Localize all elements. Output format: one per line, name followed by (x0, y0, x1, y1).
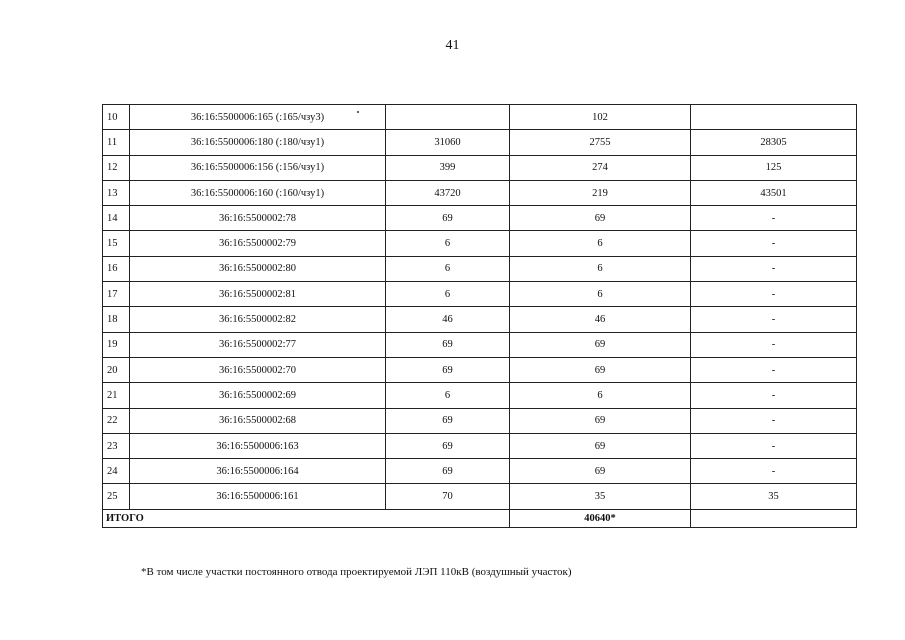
area-total-cell: 6 (386, 231, 510, 256)
table-row (103, 155, 857, 180)
area-allotted-cell: 69 (510, 408, 691, 433)
table-row (103, 130, 857, 155)
area-total-cell: 31060 (386, 130, 510, 155)
table-row (103, 105, 857, 130)
area-remaining-cell: - (691, 282, 857, 307)
row-number-cell: 15 (103, 231, 130, 256)
area-remaining-cell: 28305 (691, 130, 857, 155)
area-allotted-cell: 69 (510, 459, 691, 484)
area-allotted-cell: 69 (510, 206, 691, 231)
table-row (103, 433, 857, 458)
area-remaining-cell: - (691, 307, 857, 332)
row-number-cell: 24 (103, 459, 130, 484)
total-row (103, 509, 857, 527)
cadastral-number-cell: 36:16:5500002:78 (130, 206, 386, 231)
table-row (103, 484, 857, 509)
area-remaining-cell: 43501 (691, 180, 857, 205)
total-value: 40640* (510, 509, 691, 527)
table-row (103, 383, 857, 408)
cadastral-number-cell: 36:16:5500002:81 (130, 282, 386, 307)
area-total-cell: 6 (386, 383, 510, 408)
cadastral-number-cell: 36:16:5500006:156 (:156/чзу1) (130, 155, 386, 180)
area-remaining-cell: - (691, 433, 857, 458)
area-allotted-cell: 69 (510, 433, 691, 458)
cadastral-number-cell: 36:16:5500002:69 (130, 383, 386, 408)
area-allotted-cell: 69 (510, 357, 691, 382)
area-allotted-cell: 274 (510, 155, 691, 180)
cadastral-number-cell: 36:16:5500006:161 (130, 484, 386, 509)
area-remaining-cell: - (691, 206, 857, 231)
cadastral-number-cell: 36:16:5500006:165 (:165/чзу3) (130, 105, 386, 130)
cadastral-number-cell: 36:16:5500002:77 (130, 332, 386, 357)
table-row (103, 256, 857, 281)
row-number-cell: 13 (103, 180, 130, 205)
row-number-cell: 16 (103, 256, 130, 281)
land-plots-table (102, 104, 857, 528)
area-remaining-cell: 125 (691, 155, 857, 180)
area-remaining-cell: - (691, 256, 857, 281)
area-allotted-cell: 35 (510, 484, 691, 509)
table-body (103, 105, 857, 510)
table-row (103, 357, 857, 382)
table-row (103, 282, 857, 307)
row-number-cell: 19 (103, 332, 130, 357)
cadastral-number-cell: 36:16:5500002:68 (130, 408, 386, 433)
area-total-cell: 69 (386, 408, 510, 433)
area-allotted-cell: 2755 (510, 130, 691, 155)
row-number-cell: 17 (103, 282, 130, 307)
area-total-cell: 70 (386, 484, 510, 509)
area-total-cell: 399 (386, 155, 510, 180)
row-number-cell: 10 (103, 105, 130, 130)
row-number-cell: 12 (103, 155, 130, 180)
area-allotted-cell: 6 (510, 256, 691, 281)
total-empty-cell (691, 509, 857, 527)
area-allotted-cell: 69 (510, 332, 691, 357)
area-total-cell: 6 (386, 282, 510, 307)
table-row (103, 408, 857, 433)
table-row (103, 206, 857, 231)
area-remaining-cell: - (691, 332, 857, 357)
cadastral-number-cell: 36:16:5500006:180 (:180/чзу1) (130, 130, 386, 155)
cadastral-number-cell: 36:16:5500006:160 (:160/чзу1) (130, 180, 386, 205)
area-allotted-cell: 102 (510, 105, 691, 130)
page-number: 41 (445, 38, 460, 53)
table-row (103, 332, 857, 357)
area-remaining-cell: - (691, 231, 857, 256)
row-number-cell: 14 (103, 206, 130, 231)
row-number-cell: 11 (103, 130, 130, 155)
area-total-cell: 6 (386, 256, 510, 281)
area-remaining-cell: - (691, 357, 857, 382)
area-total-cell: 69 (386, 357, 510, 382)
table-row (103, 180, 857, 205)
area-total-cell: 69 (386, 206, 510, 231)
row-number-cell: 23 (103, 433, 130, 458)
cadastral-number-cell: 36:16:5500002:82 (130, 307, 386, 332)
row-number-cell: 21 (103, 383, 130, 408)
area-allotted-cell: 46 (510, 307, 691, 332)
area-total-cell: 46 (386, 307, 510, 332)
total-label: ИТОГО (103, 509, 510, 527)
table-row (103, 307, 857, 332)
area-remaining-cell (691, 105, 857, 130)
area-allotted-cell: 219 (510, 180, 691, 205)
area-allotted-cell: 6 (510, 383, 691, 408)
footnote: *В том числе участки постоянного отвода проектируемой ЛЭП 110кВ (воздушный участок) (141, 566, 572, 578)
area-total-cell: 69 (386, 433, 510, 458)
table-row (103, 231, 857, 256)
area-allotted-cell: 6 (510, 282, 691, 307)
table-row (103, 459, 857, 484)
area-remaining-cell: - (691, 408, 857, 433)
cadastral-number-cell: 36:16:5500006:163 (130, 433, 386, 458)
area-remaining-cell: - (691, 383, 857, 408)
row-number-cell: 20 (103, 357, 130, 382)
cadastral-number-cell: 36:16:5500006:164 (130, 459, 386, 484)
row-number-cell: 18 (103, 307, 130, 332)
cadastral-number-cell: 36:16:5500002:80 (130, 256, 386, 281)
area-remaining-cell: - (691, 459, 857, 484)
area-allotted-cell: 6 (510, 231, 691, 256)
area-total-cell: 43720 (386, 180, 510, 205)
row-number-cell: 22 (103, 408, 130, 433)
area-total-cell (386, 105, 510, 130)
row-number-cell: 25 (103, 484, 130, 509)
cadastral-number-cell: 36:16:5500002:70 (130, 357, 386, 382)
area-remaining-cell: 35 (691, 484, 857, 509)
area-total-cell: 69 (386, 332, 510, 357)
area-total-cell: 69 (386, 459, 510, 484)
cadastral-number-cell: 36:16:5500002:79 (130, 231, 386, 256)
